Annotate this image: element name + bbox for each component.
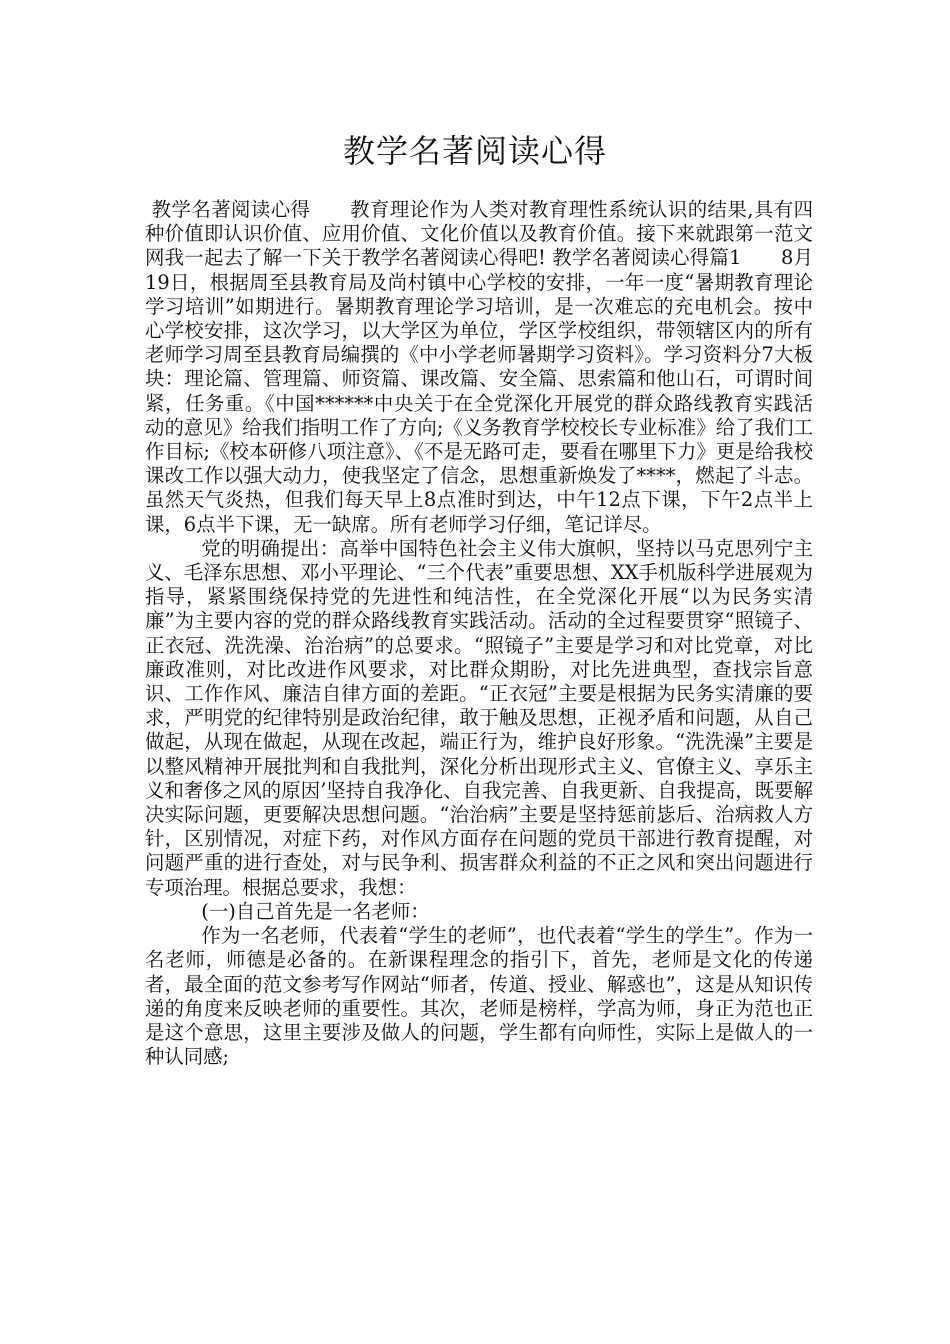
paragraph-party-requirements: 党的明确提出：高举中国特色社会主义伟大旗帜，坚持以马克思列宁主义、毛泽东思想、邓小平理论、“三个代表”重要思想、XX手机版科学进展观为指导，紧紧围绕保持党的先进性和纯洁性，在全党深化开展“以为民务实清廉”为主要内容的党的群众路线教育实践活动。活动的全过程要贯穿“照镜子、正衣冠、洗洗澡、治治病”的总要求。“照镜子”主要是学习和对比党章，对比廉政准则，对比改进作风要求，对比群众期盼，对比先进典型，查找宗旨意识、工作作风、廉洁自律方面的差距。“正衣冠”主要是根据为民务实清廉的要求，严明党的纪律特别是政治纪律，敢于触及思想，正视矛盾和问题，从自己做起，从现在做起，从现在改起，端正行为，维护良好形象。“洗洗澡”主要是以整风精神开展批判和自我批判，深化分析出现形式主义、官僚主义、享乐主义和奢侈之风的原因’坚持自我净化、自我完善、自我更新、自我提高，既要解决实际问题，更要解决思想问题。“治治病”主要是坚持惩前毖后、治病救人方针，区别情况，对症下药，对作风方面存在问题的党员干部进行教育提醒，对问题严重的进行查处，对与民争利、损害群众利益的不正之风和突出问题进行专项治理。根据总要求，我想：: [145, 536, 813, 899]
paragraph-intro: 教学名著阅读心得 教育理论作为人类对教育理性系统认识的结果,具有四种价值即认识价值、应用价值、文化价值以及教育价值。接下来就跟第一范文网我一起去了解一下关于教学名著阅读心得吧! 教学名著阅读心得篇1 8月19日，根据周至县教育局及尚村镇中心学校的安排，一年一度“暑期教育理论学习培训”如期进行。暑期教育理论学习培训，是一次难忘的充电机会。按中心学校安排，这次学习，以大学区为单位，学区学校组织，带领辖区内的所有老师学习周至县教育局编撰的《中小学老师暑期学习资料》。学习资料分7大板块：理论篇、管理篇、师资篇、课改篇、安全篇、思索篇和他山石，可谓时间紧，任务重。《中国******中央关于在全党深化开展党的群众路线教育实践活动的意见》给我们指明工作了方向;《义务教育学校校长专业标准》给了我们工作目标;《校本研修八项注意》、《不是无路可走，要看在哪里下力》更是给我校课改工作以强大动力，使我坚定了信念，思想重新焕发了****，燃起了斗志。虽然天气炎热，但我们每天早上8点准时到达，中午12点下课，下午2点半上课，6点半下课，无一缺席。所有老师学习仔细，笔记详尽。: [145, 198, 813, 536]
paragraph-teacher-role: 作为一名老师，代表着“学生的老师”，也代表着“学生的学生”。作为一名老师，师德是必备的。在新课程理念的指引下，首先，老师是文化的传递者，最全面的范文参考写作网站“师者，传道、授业、解惑也”，这是从知识传递的角度来反映老师的重要性。其次，老师是榜样，学高为师，身正为范也正是这个意思，这里主要涉及做人的问题，学生都有向师性，实际上是做人的一种认同感;: [145, 924, 813, 1069]
document-title: 教学名著阅读心得: [342, 132, 607, 170]
paragraph-section-heading: (一)自己首先是一名老师：: [201, 899, 430, 923]
document-body: [145, 198, 813, 1069]
